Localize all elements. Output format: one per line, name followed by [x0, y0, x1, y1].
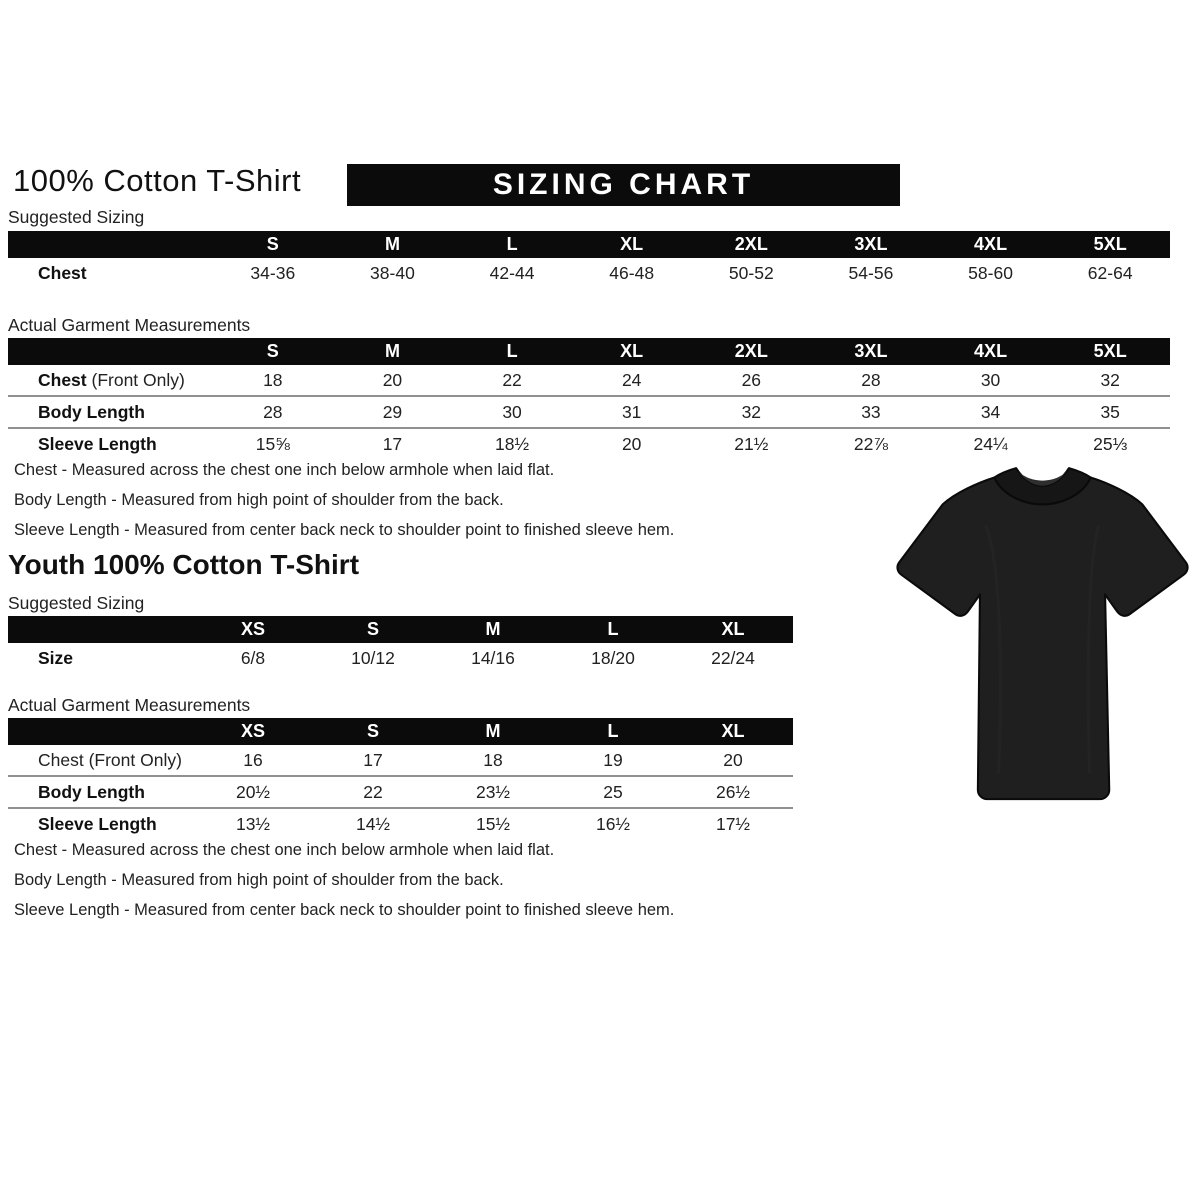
row-label-suffix: (Front Only) [86, 369, 185, 390]
measurement-cell: 14½ [355, 813, 391, 834]
measurement-cell: 31 [621, 401, 642, 422]
column-header: L [607, 619, 619, 639]
black-tshirt-photo [886, 463, 1198, 825]
measurement-cell: 22 [363, 781, 383, 802]
note-line: Sleeve Length - Measured from center back neck to shoulder point to finished sleeve hem. [14, 901, 675, 919]
measurement-cell: 23½ [475, 781, 511, 802]
table-row [8, 365, 1170, 395]
measurement-cell: 32 [1100, 369, 1120, 390]
measurement-cell: 18 [483, 749, 503, 770]
measurement-cell: 29 [382, 401, 403, 422]
row-label-text: Chest [38, 369, 87, 390]
table-header-row [8, 231, 1170, 258]
measurement-cell: 13½ [235, 813, 271, 834]
row-label [8, 814, 193, 835]
measurement-cell: 14/16 [471, 647, 515, 668]
measurement-cell: 33 [861, 401, 881, 422]
row-label-text: Sleeve Length [38, 813, 157, 834]
adult-suggested-sizing-label: Suggested Sizing [8, 207, 1170, 233]
page-title: 100% Cotton T-Shirt [13, 163, 302, 198]
column-header: XL [721, 721, 745, 741]
row-label [8, 434, 213, 455]
column-header: L [506, 341, 518, 361]
row-label [8, 263, 213, 284]
measurement-cell: 20 [723, 749, 743, 770]
note-line: Chest - Measured across the chest one inch below armhole when laid flat. [14, 841, 555, 859]
column-header: XL [620, 234, 644, 254]
column-header: 5XL [1093, 341, 1127, 361]
measurement-cell: 34-36 [250, 262, 296, 283]
row-label [8, 750, 193, 771]
row-label-text: Chest (Front Only) [38, 749, 182, 770]
column-header: M [485, 619, 501, 639]
measurement-cell: 34 [980, 401, 1001, 422]
measurement-cell: 22⅞ [853, 433, 888, 454]
table-row [8, 643, 793, 673]
measurement-cell: 17 [382, 433, 403, 454]
measurement-cell: 62-64 [1087, 262, 1133, 283]
note-line: Chest - Measured across the chest one inch below armhole when laid flat. [14, 461, 555, 479]
measurement-cell: 58-60 [968, 262, 1013, 283]
note-line: Sleeve Length - Measured from center back neck to shoulder point to finished sleeve hem. [14, 521, 675, 539]
measurement-cell: 28 [861, 369, 881, 390]
adult-measurement-notes [14, 461, 814, 551]
measurement-cell: 18 [263, 369, 283, 390]
column-header: 3XL [854, 234, 888, 254]
adult-suggested-sizing-table [8, 231, 1170, 288]
measurement-cell: 22 [502, 369, 522, 390]
youth-suggested-sizing-label: Suggested Sizing [8, 593, 793, 619]
row-label [8, 402, 213, 423]
measurement-cell: 46-48 [609, 262, 655, 283]
measurement-cell: 20½ [235, 781, 271, 802]
measurement-cell: 54-56 [848, 262, 894, 283]
column-header: 2XL [734, 341, 768, 361]
measurement-cell: 20 [621, 433, 642, 454]
row-label-text: Body Length [38, 781, 145, 802]
column-header: S [366, 721, 379, 741]
measurement-cell: 6/8 [240, 647, 266, 668]
note-line: Body Length - Measured from high point of shoulder from the back. [14, 871, 504, 889]
column-header: 3XL [854, 341, 888, 361]
row-label-text: Body Length [38, 401, 145, 422]
measurement-cell: 21½ [734, 433, 769, 454]
measurement-cell: 20 [382, 369, 403, 390]
column-header: XS [240, 721, 265, 741]
measurement-cell: 50-52 [728, 262, 774, 283]
measurement-cell: 28 [263, 401, 283, 422]
column-header: 2XL [734, 234, 768, 254]
row-label-text: Chest [38, 262, 87, 283]
adult-actual-measurements-label: Actual Garment Measurements [8, 315, 1170, 341]
measurement-cell: 24 [621, 369, 642, 390]
table-row [8, 395, 1170, 427]
measurement-cell: 30 [980, 369, 1001, 390]
column-header: L [607, 721, 619, 741]
column-header: S [366, 619, 379, 639]
column-header: M [384, 234, 400, 254]
note-line: Body Length - Measured from high point of shoulder from the back. [14, 491, 504, 509]
measurement-cell: 19 [603, 749, 623, 770]
sizing-chart-banner: SIZING CHART [347, 164, 900, 206]
measurement-cell: 22/24 [711, 647, 755, 668]
column-header: XS [240, 619, 265, 639]
table-row [8, 258, 1170, 288]
column-header: 4XL [974, 341, 1008, 361]
measurement-cell: 30 [502, 401, 522, 422]
measurement-cell: 42-44 [489, 262, 535, 283]
measurement-cell: 16½ [595, 813, 631, 834]
column-header: M [384, 341, 400, 361]
table-row [8, 427, 1170, 459]
measurement-cell: 18/20 [591, 647, 635, 668]
row-label-text: Size [38, 647, 74, 668]
measurement-cell: 26½ [715, 781, 751, 802]
column-header: 5XL [1093, 234, 1127, 254]
table-row [8, 775, 793, 807]
table-row [8, 807, 793, 839]
measurement-cell: 35 [1100, 401, 1120, 422]
table-header-row [8, 718, 793, 745]
youth-section-title: Youth 100% Cotton T-Shirt [8, 549, 360, 580]
measurement-cell: 16 [243, 749, 263, 770]
adult-actual-measurements-table [8, 338, 1170, 459]
column-header: M [485, 721, 501, 741]
column-header: S [266, 341, 279, 361]
column-header: XL [721, 619, 745, 639]
measurement-cell: 18½ [495, 433, 530, 454]
measurement-cell: 32 [741, 401, 762, 422]
table-row [8, 745, 793, 775]
measurement-cell: 38-40 [370, 262, 415, 283]
column-header: XL [620, 341, 644, 361]
measurement-cell: 17 [363, 749, 383, 770]
measurement-cell: 17½ [715, 813, 751, 834]
column-header: 4XL [974, 234, 1008, 254]
measurement-cell: 15⅝ [255, 433, 290, 454]
measurement-cell: 25 [603, 781, 623, 802]
table-header-row [8, 616, 793, 643]
measurement-cell: 26 [741, 369, 762, 390]
column-header: L [506, 234, 518, 254]
youth-actual-measurements-table [8, 718, 793, 839]
row-label [8, 648, 193, 669]
measurement-cell: 10/12 [351, 647, 395, 668]
tshirt-image [886, 463, 1198, 825]
row-label [8, 370, 213, 391]
youth-suggested-sizing-table [8, 616, 793, 673]
row-label-text: Sleeve Length [38, 433, 157, 454]
column-header: S [266, 234, 279, 254]
youth-actual-measurements-label: Actual Garment Measurements [8, 695, 793, 721]
measurement-cell: 15½ [475, 813, 511, 834]
row-label [8, 782, 193, 803]
table-header-row [8, 338, 1170, 365]
youth-measurement-notes [14, 841, 814, 931]
measurement-cell: 25⅓ [1093, 433, 1128, 454]
measurement-cell: 24¼ [973, 433, 1008, 454]
